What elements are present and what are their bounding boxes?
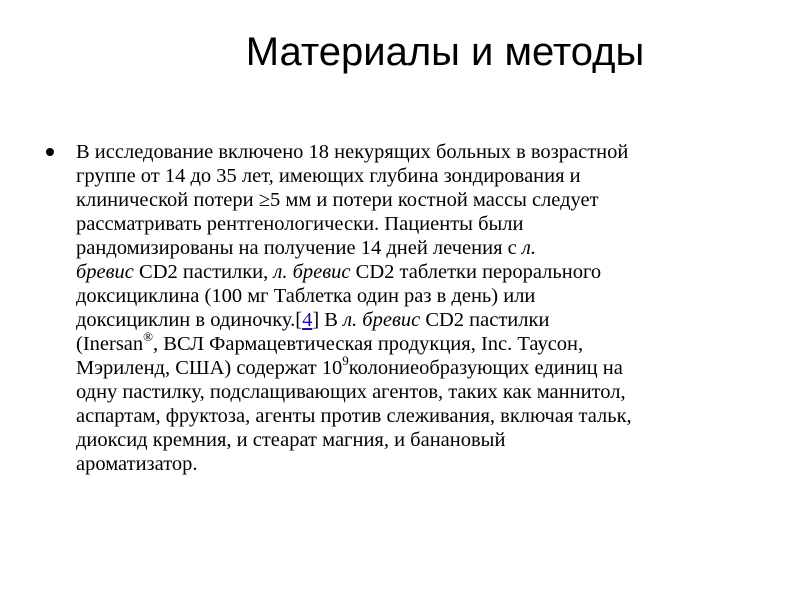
line-text: (Inersan bbox=[76, 333, 144, 355]
bullet-item bbox=[46, 140, 776, 476]
line-text: клинической потери ≥5 мм и потери костной массы следует bbox=[76, 189, 599, 211]
line-text: доксициклина (100 мг Таблетка один раз в день) или bbox=[76, 285, 536, 307]
line-text: ] В bbox=[312, 309, 344, 331]
paragraph-line-13 bbox=[76, 428, 776, 452]
slide-title: Материалы и методы bbox=[245, 30, 645, 74]
paragraph-line-12 bbox=[76, 404, 776, 428]
species-name-italic: л. bbox=[521, 237, 536, 259]
exponent: 9 bbox=[342, 353, 349, 369]
species-name-italic: л. бревис bbox=[343, 309, 421, 331]
paragraph-line-11 bbox=[76, 380, 776, 404]
paragraph-line-14 bbox=[76, 452, 776, 476]
line-text: группе от 14 до 35 лет, имеющих глубина зондирования и bbox=[76, 165, 581, 187]
slide-content bbox=[46, 140, 776, 476]
line-text: аспартам, фруктоза, агенты против слеживания, включая тальк, bbox=[76, 405, 632, 427]
paragraph-line-4 bbox=[76, 212, 776, 236]
species-name-italic: л. бревис bbox=[273, 261, 351, 283]
line-text: CD2 пастилки, bbox=[133, 261, 274, 283]
paragraph-line-1 bbox=[76, 140, 776, 164]
line-text: CD2 пастилки bbox=[420, 309, 550, 331]
species-name-italic: бревис bbox=[76, 261, 134, 283]
paragraph-line-3 bbox=[76, 188, 776, 212]
citation-link[interactable]: 4 bbox=[302, 309, 313, 331]
line-text: колониеобразующих единиц на bbox=[348, 357, 623, 379]
bullet-dot-icon bbox=[46, 148, 54, 156]
line-text: диоксид кремния, и стеарат магния, и банановый bbox=[76, 429, 506, 451]
paragraph-line-2 bbox=[76, 164, 776, 188]
registered-trademark-mark: ® bbox=[143, 329, 154, 345]
line-text: одну пастилку, подслащивающих агентов, таких как маннитол, bbox=[76, 381, 626, 403]
paragraph-line-6 bbox=[76, 260, 776, 284]
line-text: ароматизатор. bbox=[76, 453, 198, 475]
paragraph-line-5 bbox=[76, 236, 776, 260]
paragraph-line-8 bbox=[76, 308, 776, 332]
line-text: рассматривать рентгенологически. Пациенты были bbox=[76, 213, 524, 235]
line-text: CD2 таблетки перорального bbox=[350, 261, 602, 283]
line-text: Мэриленд, США) содержат 10 bbox=[76, 357, 343, 379]
line-text: В исследование включено 18 некурящих больных в возрастной bbox=[76, 141, 629, 163]
paragraph-line-9 bbox=[76, 329, 776, 356]
paragraph-line-7 bbox=[76, 284, 776, 308]
bullet-paragraph bbox=[76, 140, 776, 476]
paragraph-line-10 bbox=[76, 353, 776, 380]
line-text: доксициклин в одиночку.[ bbox=[76, 309, 303, 331]
line-text: рандомизированы на получение 14 дней лечения с bbox=[76, 237, 522, 259]
line-text: , ВСЛ Фармацевтическая продукция, Inc. Таусон, bbox=[153, 333, 584, 355]
